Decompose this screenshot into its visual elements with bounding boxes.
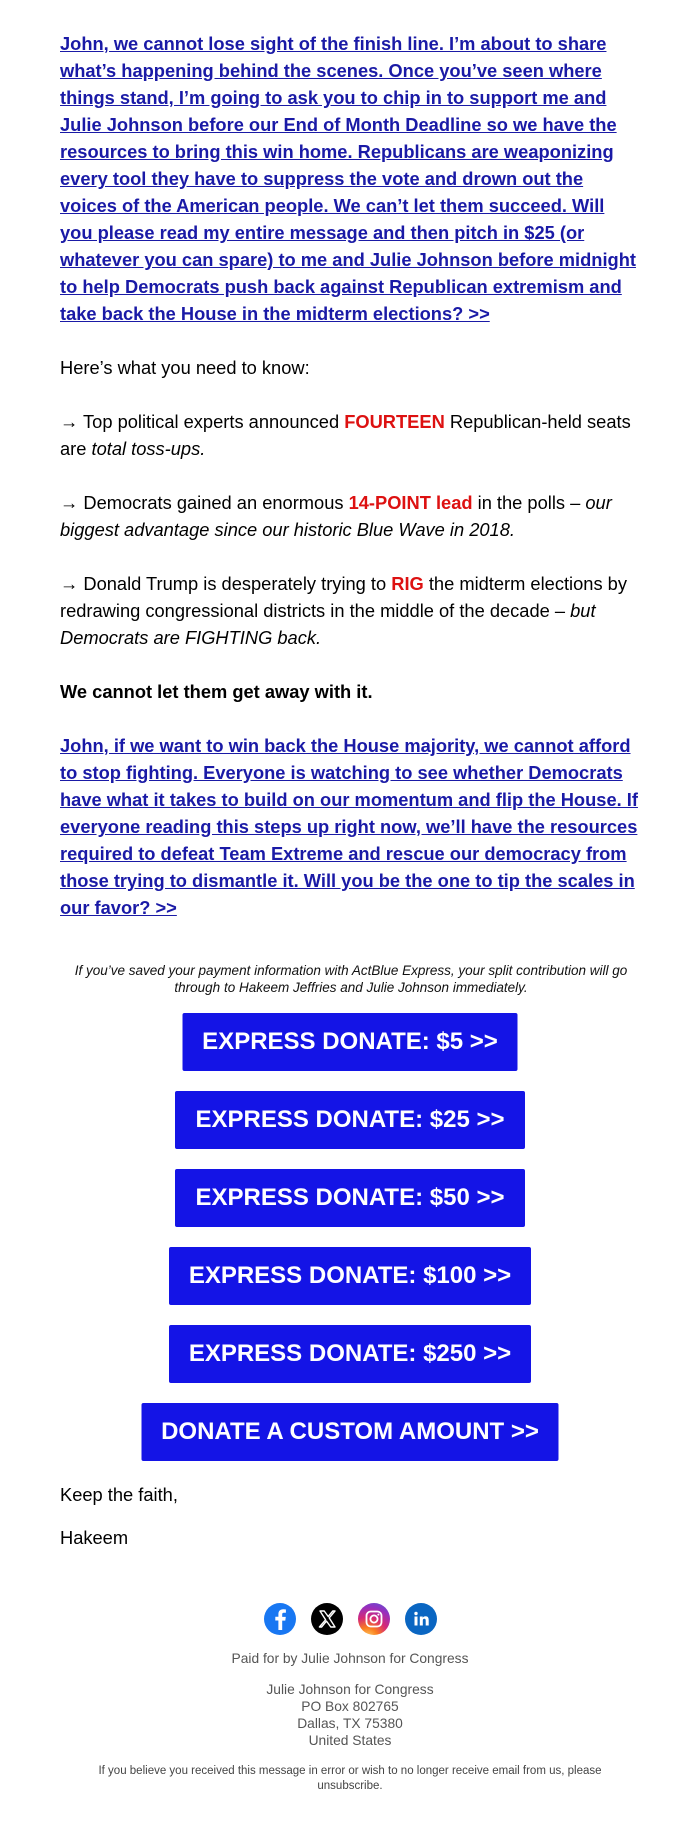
highlight-fourteen: FOURTEEN [344,411,445,432]
express-donate-250-button[interactable]: EXPRESS DONATE: $250 >> [169,1325,531,1383]
unsubscribe-notice[interactable]: If you believe you received this message in error or wish to no longer receive email from us, please unsubscribe. [98,1765,602,1792]
email-content [60,30,640,921]
address-city: Dallas, TX 75380 [297,1716,403,1731]
intro-donate-link[interactable]: John, we cannot lose sight of the finish line. I’m about to share what’s happening behind the scenes. Once you’ve seen where things stand, I’m going to ask you to chip in to support me and Julie Johnson before our End of Month Deadline so we have the resources to bring this win home. Republicans are weaponizing every tool they have to suppress the vote and drown out the voices of the American people. We can’t let them succeed. Will you please read my entire message and then pitch in $25 (or whatever you can spare) to me and Julie Johnson before midnight to help Democrats push back against Republican extremism and take back the House in the midterm elections? >> [60,33,636,324]
signature-text: Hakeem [60,1527,129,1548]
express-donate-5-button[interactable]: EXPRESS DONATE: $5 >> [183,1013,518,1071]
address-po-box: PO Box 802765 [301,1699,399,1714]
bullet-toss-ups: → Top political experts announced FOURTEEN Republican-held seats are total toss-ups. [60,411,631,459]
address-org: Julie Johnson for Congress [266,1682,434,1697]
x-icon[interactable] [311,1603,343,1635]
facebook-icon[interactable] [264,1603,296,1635]
instagram-icon[interactable] [358,1603,390,1635]
mailing-address [0,1681,700,1749]
express-donate-25-button[interactable]: EXPRESS DONATE: $25 >> [175,1091,525,1149]
house-majority-donate-link[interactable]: John, if we want to win back the House majority, we cannot afford to stop fighting. Everyone is watching to see whether Democrats have what it takes to build on our momentum and flip the House. If everyone reading this steps up right now, we’ll have the resources required to defeat Team Extreme and rescue our democracy from those trying to dismantle it. Will you be the one to tip the scales in our favor? >> [60,735,638,918]
address-country: United States [308,1733,392,1748]
express-donate-100-button[interactable]: EXPRESS DONATE: $100 >> [169,1247,531,1305]
signoff-text: Keep the faith, [60,1484,178,1505]
bullet-rig-midterms: → Donald Trump is desperately trying to RIG the midterm elections by redrawing congressional districts in the middle of the decade – but Democrats are FIGHTING back. [60,573,627,648]
need-to-know-text: Here’s what you need to know: [60,357,310,378]
express-donate-50-button[interactable]: EXPRESS DONATE: $50 >> [175,1169,525,1227]
highlight-rig: RIG [391,573,424,594]
actblue-express-note: If you’ve saved your payment information with ActBlue Express, your split contribution will go through to Hakeem Jeffries and Julie Johnson immediately. [74,963,628,995]
paid-for-disclaimer: Paid for by Julie Johnson for Congress [231,1651,469,1666]
highlight-14-point: 14-POINT lead [348,492,473,513]
linkedin-icon[interactable] [405,1603,437,1635]
cannot-let-them-line: We cannot let them get away with it. [60,681,373,702]
donate-custom-amount-button[interactable]: DONATE A CUSTOM AMOUNT >> [142,1403,559,1461]
social-links [0,1603,700,1635]
bullet-polls-lead: → Democrats gained an enormous 14-POINT lead in the polls – our biggest advantage since our historic Blue Wave in 2018. [60,492,612,540]
